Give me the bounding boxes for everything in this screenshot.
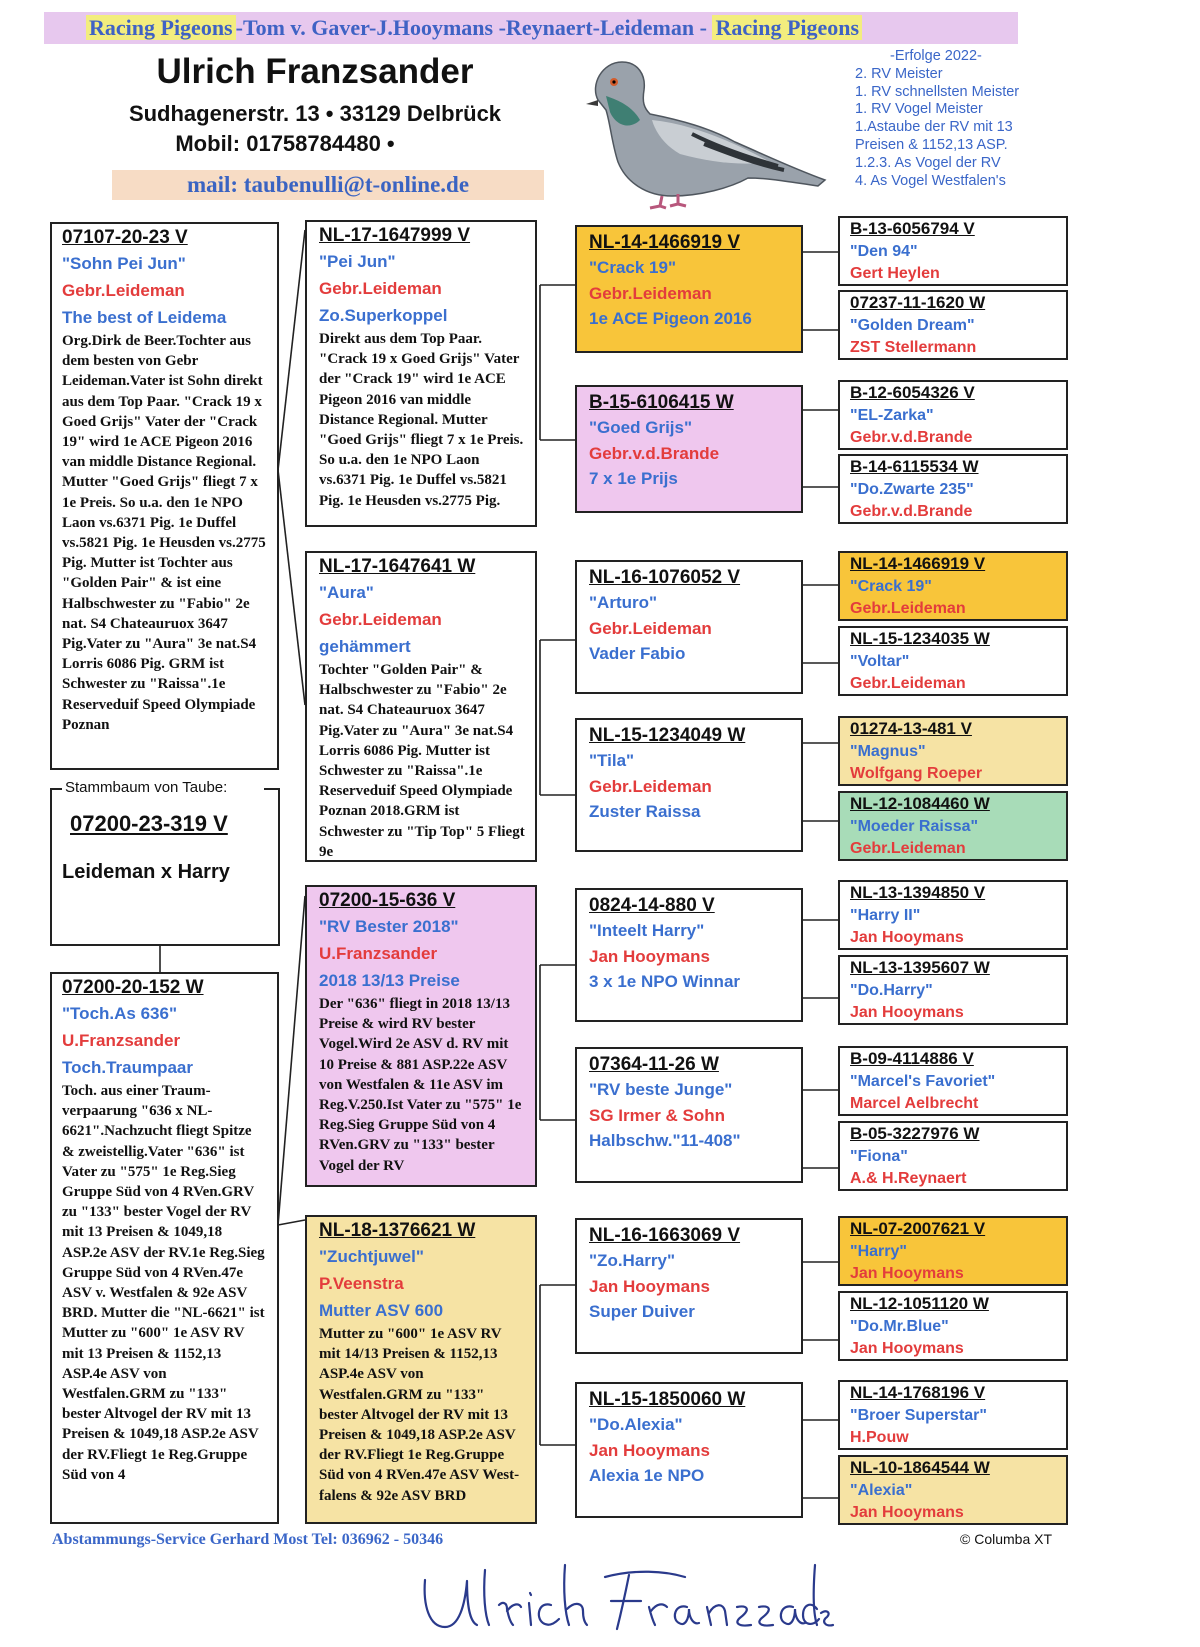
pigeon-breeder: Gebr.Leideman — [319, 610, 442, 629]
ancestor-card — [838, 1291, 1068, 1361]
owner-email: mail: taubenulli@t-online.de — [112, 170, 544, 200]
pigeon-breeder: Jan Hooymans — [850, 1340, 964, 1357]
pigeon-description: Tochter "Golden Pair" & Halbschwester zu "Fabio" 2e nat. S4 Chateauruox 3647 Pig.Vater zu "Aura" 3e nat.S4 Lorris 6086 Pig. Mutter ist Schwester zu "Raissa".1e Reserveduif Speed Olympiade Poznan 2018.GRM ist Schwester zu "Tip Top" 5 Fliegt 9e — [319, 662, 525, 860]
banner-accent-left: Racing Pigeons — [86, 15, 236, 40]
pigeon-ring-number: NL-14-1466919 V — [850, 554, 986, 573]
pigeon-breeder: Gebr.Leideman — [589, 618, 712, 638]
pigeon-ring-number: 07364-11-26 W — [589, 1054, 719, 1075]
pigeon-breeder: Gebr.Leideman — [319, 279, 442, 298]
ancestor-card — [838, 955, 1068, 1025]
pigeon-name: "RV beste Junge" — [589, 1080, 733, 1099]
pigeon-name: "Sohn Pei Jun" — [62, 254, 186, 273]
pigeon-breeder: P.Veenstra — [319, 1274, 404, 1293]
pigeon-ring-number: B-13-6056794 V — [850, 219, 975, 238]
great-grandparent-card — [575, 1218, 803, 1354]
grandparent-card — [305, 1215, 537, 1524]
pigeon-ring-number: 0824-14-880 V — [589, 895, 715, 916]
subject-panel-edge — [264, 788, 278, 790]
pigeon-breeder: Jan Hooymans — [850, 929, 964, 946]
pigeon-ring-number: NL-07-2007621 V — [850, 1219, 986, 1238]
ancestor-card — [838, 1380, 1068, 1450]
pigeon-breeder: Jan Hooymans — [589, 946, 710, 966]
ancestor-card — [838, 1121, 1068, 1191]
ancestor-card — [838, 551, 1068, 621]
pigeon-ring-number: NL-13-1395607 W — [850, 958, 990, 977]
pigeon-name: "Harry II" — [850, 907, 921, 924]
pigeon-ring-number: NL-16-1076052 V — [589, 567, 741, 588]
owner-mobile: Mobil: 01758784480 • — [175, 131, 395, 156]
pigeon-note: Vader Fabio — [589, 644, 686, 663]
pigeon-breeder: Jan Hooymans — [850, 1504, 964, 1521]
pigeon-breeder: Jan Hooymans — [850, 1265, 964, 1282]
pigeon-breeder: Gebr.Leideman — [850, 600, 966, 617]
pigeon-ring-number: NL-12-1084460 W — [850, 794, 990, 813]
pigeon-note: 7 x 1e Prijs — [589, 469, 678, 488]
pigeon-ring-number: NL-14-1768196 V — [850, 1383, 986, 1402]
pigeon-note: Super Duiver — [589, 1302, 695, 1321]
pigeon-ring-number: NL-16-1663069 V — [589, 1225, 741, 1246]
pigeon-note: 2018 13/13 Preise — [319, 971, 460, 990]
achievement-item: 4. As Vogel Westfalen's — [855, 172, 1006, 189]
pigeon-note: The best of Leidema — [62, 308, 227, 327]
pigeon-breeder: Gebr.Leideman — [850, 675, 966, 692]
pigeon-name: "Den 94" — [850, 243, 918, 260]
pigeon-ring-number: B-09-4114886 V — [850, 1049, 974, 1068]
pigeon-breeder: H.Pouw — [850, 1429, 909, 1446]
pigeon-breeder: Gebr.Leideman — [62, 281, 185, 300]
pigeon-breeder: ZST Stellermann — [850, 339, 977, 356]
achievement-item: 2. RV Meister — [855, 65, 943, 82]
pigeon-name: "Magnus" — [850, 743, 926, 760]
pigeon-ring-number: B-12-6054326 V — [850, 383, 975, 402]
pigeon-name: "Aura" — [319, 583, 374, 602]
grandparent-card — [305, 885, 537, 1187]
pigeon-description: Direkt aus dem Top Paar. "Crack 19 x Goed Grijs" Vater der "Crack 19" wird 1e ACE Pigeon 2016 van middle Distance Regional. Mutter "Goed Grijs" fliegt 7 x 1e Preis. So u.a. den 1e NPO Laon vs.6371 Pig. 1e Duffel vs.5821 Pig. 1e Heusden vs.2775 Pig. — [319, 331, 524, 509]
achievement-item: 1. RV Vogel Meister — [855, 101, 983, 118]
banner-middle: -Tom v. Gaver-J.Hooymans -Reynaert-Leideman - — [235, 15, 713, 40]
sire-card — [50, 222, 279, 770]
pigeon-description: Der "636" fliegt in 2018 13/13 Preise & wird RV bester Vogel.Wird 2e ASV d. RV mit 10 Preise & 881 ASP.22e ASV von Westfalen & 11e ASV im Reg.V.250.Ist Vater zu "575" 1e Reg.Sieg Gruppe Süd von 4 RVen.GRV zu "133" bester Vogel der RV — [319, 996, 522, 1174]
subject-ring-number: 07200-23-319 V — [70, 811, 228, 836]
pigeon-ring-number: B-05-3227976 W — [850, 1124, 980, 1143]
pigeon-name: "EL-Zarka" — [850, 407, 934, 424]
footer-service: Abstammungs-Service Gerhard Most Tel: 036962 - 50346 — [52, 1531, 444, 1548]
pigeon-name: "Alexia" — [850, 1482, 913, 1499]
pigeon-name: "Zuchtjuwel" — [319, 1247, 424, 1266]
achievement-item: 1.Astaube der RV mit 13 — [855, 119, 1013, 136]
subject-panel — [50, 779, 280, 946]
pigeon-description: Mutter zu "600" 1e ASV RV mit 14/13 Preisen & 1152,13 ASP.4e ASV von Westfalen.GRM zu "133" bester Altvogel der RV mit 13 Preisen & 1049,18 ASP.2e ASV der RV.Fliegt 1e Reg.Gruppe Süd von 4 RVen.47e ASV West-falens & 92e ASV BRD — [319, 1326, 520, 1504]
pigeon-ring-number: 07200-15-636 V — [319, 890, 456, 911]
footer-copyright: © Columba XT — [960, 1531, 1053, 1547]
owner-address: Sudhagenerstr. 13 • 33129 Delbrück — [128, 101, 502, 126]
pigeon-name: "Zo.Harry" — [589, 1251, 676, 1270]
pigeon-name: "RV Bester 2018" — [319, 917, 459, 936]
ancestor-card — [838, 380, 1068, 450]
pigeon-breeder: Gebr.v.d.Brande — [850, 503, 973, 520]
ancestor-card — [838, 216, 1068, 286]
pigeon-ring-number: 07237-11-1620 W — [850, 293, 986, 312]
pigeon-name: "Inteelt Harry" — [589, 921, 705, 940]
pigeon-breeder: Jan Hooymans — [589, 1440, 710, 1460]
pigeon-name: "Fiona" — [850, 1148, 908, 1165]
pigeon-ring-number: 07107-20-23 V — [62, 227, 188, 248]
pigeon-breeder: Jan Hooymans — [589, 1276, 710, 1296]
pigeon-breeder: Wolfgang Roeper — [850, 765, 983, 782]
pigeon-name: "Do.Harry" — [850, 982, 933, 999]
pigeon-name: "Marcel's Favoriet" — [850, 1073, 996, 1090]
pigeon-note: gehämmert — [319, 637, 411, 656]
signature-icon — [415, 1555, 835, 1645]
pigeon-ring-number: NL-13-1394850 V — [850, 883, 986, 902]
pigeon-note: 1e ACE Pigeon 2016 — [589, 309, 752, 328]
owner-name: Ulrich Franzsander — [156, 52, 474, 91]
ancestor-card — [838, 1046, 1068, 1116]
pigeon-note: Toch.Traumpaar — [62, 1058, 193, 1077]
pigeon-name: "Do.Alexia" — [589, 1415, 683, 1434]
ancestor-card — [838, 290, 1068, 360]
pigeon-breeder: Gebr.v.d.Brande — [850, 429, 973, 446]
pigeon-name: "Crack 19" — [850, 578, 932, 595]
pigeon-ring-number: NL-18-1376621 W — [319, 1220, 476, 1241]
pigeon-name: "Tila" — [589, 751, 635, 770]
pigeon-breeder: Jan Hooymans — [850, 1004, 964, 1021]
pigeon-breeder: A.& H.Reynaert — [850, 1170, 967, 1187]
pigeon-note: Zo.Superkoppel — [319, 306, 448, 325]
pigeon-ring-number: NL-15-1850060 W — [589, 1389, 746, 1410]
pigeon-ring-number: NL-10-1864544 W — [850, 1458, 990, 1477]
achievements-title: -Erfolge 2022- — [890, 48, 982, 64]
subject-cross: Leideman x Harry — [62, 861, 230, 883]
pigeon-name: "Do.Zwarte 235" — [850, 481, 974, 498]
pigeon-breeder: Marcel Aelbrecht — [850, 1095, 979, 1112]
grandparent-card — [305, 551, 537, 862]
pigeon-name: "Voltar" — [850, 653, 910, 670]
pigeon-ring-number: NL-17-1647999 V — [319, 225, 471, 246]
great-grandparent-card — [575, 888, 803, 1022]
pigeon-breeder: SG Irmer & Sohn — [589, 1105, 726, 1125]
pigeon-ring-number: NL-14-1466919 V — [589, 232, 741, 253]
banner-accent-right: Racing Pigeons — [712, 15, 862, 40]
ancestor-card — [838, 1216, 1068, 1286]
ancestor-card — [838, 626, 1068, 696]
pigeon-name: "Pei Jun" — [319, 252, 396, 271]
pigeon-breeder: U.Franzsander — [62, 1031, 181, 1050]
great-grandparent-card — [575, 1047, 803, 1183]
pigeon-note: Alexia 1e NPO — [589, 1466, 705, 1485]
pigeon-note: Zuster Raissa — [589, 802, 701, 821]
pigeon-name: "Goed Grijs" — [589, 418, 693, 437]
pigeon-name: "Do.Mr.Blue" — [850, 1318, 949, 1335]
achievement-item: Preisen & 1152,13 ASP. — [855, 136, 1008, 153]
pigeon-note: Halbschw."11-408" — [589, 1131, 741, 1150]
pigeon-ring-number: 07200-20-152 W — [62, 977, 204, 998]
pigeon-name: "Arturo" — [589, 593, 658, 612]
great-grandparent-card — [575, 1382, 803, 1518]
pigeon-name: "Toch.As 636" — [62, 1004, 178, 1023]
subject-label: Stammbaum von Taube: — [62, 778, 230, 798]
pigeon-note: Mutter ASV 600 — [319, 1301, 444, 1320]
ancestor-card — [838, 454, 1068, 524]
pigeon-breeder: Gebr.v.d.Brande — [589, 443, 720, 463]
great-grandparent-card — [575, 718, 803, 852]
pigeon-ring-number: NL-17-1647641 W — [319, 556, 476, 577]
great-grandparent-card — [575, 385, 803, 513]
pigeon-breeder: Gebr.Leideman — [589, 776, 712, 796]
dam-card — [50, 972, 279, 1524]
pigeon-breeder: Gebr.Leideman — [589, 283, 712, 303]
pigeon-name: "Broer Superstar" — [850, 1407, 987, 1424]
pigeon-name: "Golden Dream" — [850, 317, 975, 334]
ancestor-card — [838, 880, 1068, 950]
pigeon-name: "Harry" — [850, 1243, 907, 1260]
pigeon-breeder: Gebr.Leideman — [850, 840, 966, 857]
pigeon-description: Org.Dirk de Beer.Tochter aus dem besten von Gebr Leideman.Vater ist Sohn direkt aus dem Top Paar. "Crack 19 x Goed Grijs" Vater der "Crack 19" wird 1e ACE Pigeon 2016 van middle Distance Regional. Mutter "Goed Grijs" fliegt 7 x 1e Preis. So u.a. den 1e NPO Laon vs.6371 Pig. 1e Duffel vs.5821 Pig. 1e Heusden vs.2775 Pig. Mutter ist Tochter aus "Golden Pair" & ist eine Halbschwester zu "Fabio" 2e nat. S4 Chateauruox 3647 Pig.Vater zu "Aura" 3e nat.S4 Lorris 6086 Pig. GRM ist Schwester zu "Raissa".1e Reserveduif Speed Olympiade Poznan — [62, 333, 266, 733]
achievement-item: 1. RV schnellsten Meister — [855, 83, 1020, 100]
pigeon-ring-number: NL-12-1051120 W — [850, 1294, 989, 1313]
ancestor-card — [838, 716, 1068, 786]
pigeon-note: 3 x 1e NPO Winnar — [589, 972, 741, 991]
pigeon-name: "Crack 19" — [589, 258, 677, 277]
great-grandparent-card — [575, 560, 803, 694]
pigeon-ring-number: NL-15-1234035 W — [850, 629, 990, 648]
ancestor-card — [838, 1455, 1068, 1525]
pigeon-breeder: U.Franzsander — [319, 944, 438, 963]
pigeon-ring-number: B-14-6115534 W — [850, 457, 979, 476]
grandparent-card — [305, 220, 537, 527]
ancestor-card — [838, 791, 1068, 861]
pigeon-breeder: Gert Heylen — [850, 265, 940, 282]
great-grandparent-card — [575, 225, 803, 353]
pigeon-ring-number: B-15-6106415 W — [589, 392, 734, 413]
pigeon-ring-number: 01274-13-481 V — [850, 719, 972, 738]
pigeon-description: Toch. aus einer Traum-verpaarung "636 x NL-6621".Nachzucht fliegt Spitze & zweistellig.Vater "636" ist Vater zu "575" 1e Reg.Sieg Gruppe Süd von 4 RVen.GRV zu "133" bester Vogel der RV mit 13 Preisen & 1049,18 ASP.2e ASV der RV.1e Reg.Sieg Gruppe Süd von 4 RVen.47e ASV v. Westfalen & 92e ASV BRD. Mutter die "NL-6621" ist Mutter zu "600" 1e ASV RV mit 13 Preisen & 1152,13 ASP.4e ASV von Westfalen.GRM zu "133" bester Altvogel der RV mit 13 Preisen & 1049,18 ASP.2e ASV der RV.Fliegt 1e Reg.Gruppe Süd von 4 — [62, 1083, 265, 1483]
achievement-item: 1.2.3. As Vogel der RV — [855, 154, 1001, 171]
pigeon-ring-number: NL-15-1234049 W — [589, 725, 746, 746]
pigeon-name: "Moeder Raissa" — [850, 818, 979, 835]
